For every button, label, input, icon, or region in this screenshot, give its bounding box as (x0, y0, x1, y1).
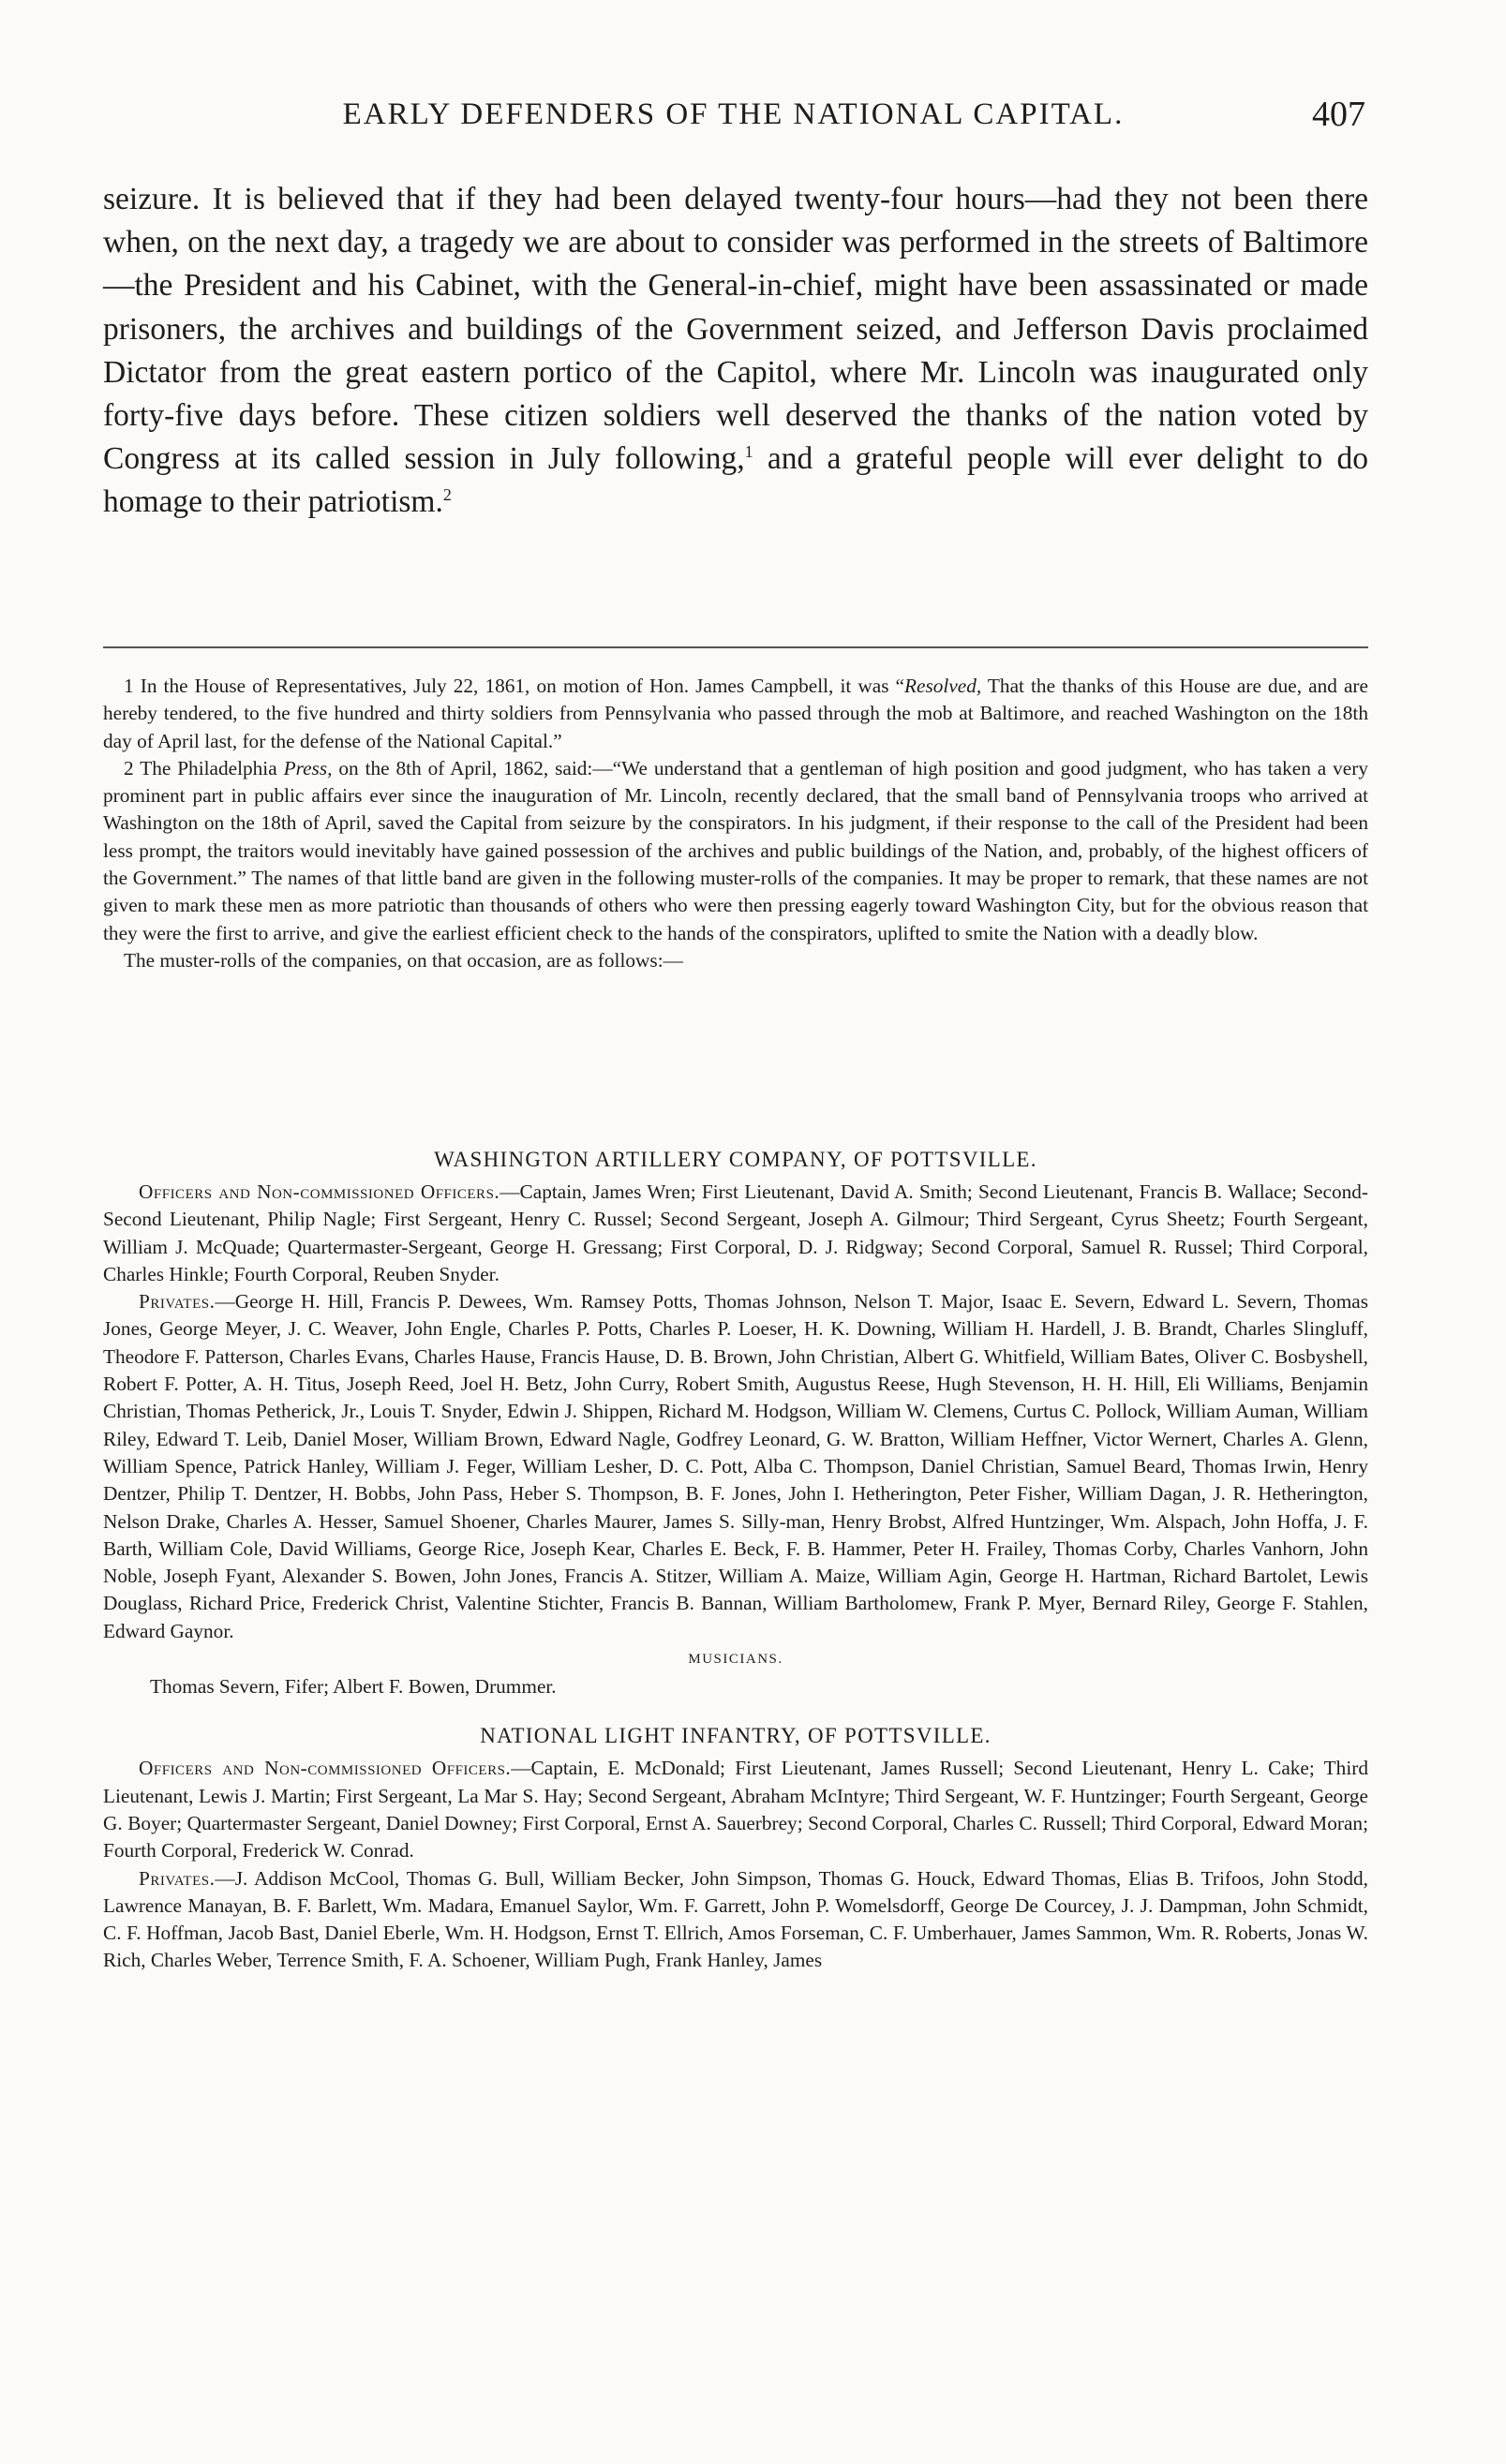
national-officers-label: Officers and Non-commissioned Officers. (139, 1757, 512, 1780)
company-heading-national: NATIONAL LIGHT INFANTRY, OF POTTSVILLE. (480, 1724, 992, 1748)
washington-officers (103, 1179, 1368, 1288)
page-number: 407 (1312, 95, 1365, 134)
washington-officers-list: —Captain, James Wren; First Lieutenant, David A. Smith; Second Lieutenant, Francis B. Wallace; Second-Second Lieutenant, Philip Nagle; First Sergeant, Henry C. Russel; Second Sergeant, Joseph A. Gilmour; Third Sergeant, Cyrus Sheetz; Fourth Sergeant, William J. McQuade; Quartermaster-Sergeant, George H. Gressang; First Corporal, D. J. Ridgway; Second Corporal, Samuel R. Russel; Third Corporal, Charles Hinkle; Fourth Corporal, Reuben Snyder. (103, 1180, 1368, 1285)
footnote-2-text-b: on the 8th of April, 1862, said:—“We understand that a gentleman of high position and good judgment, who has taken a very prominent part in public affairs ever since the inauguration of Mr. Lincoln, recently declared, that the small band of Pennsylvania troops who arrived at Washington on the 18th of April, saved the Capital from seizure by the conspirators. In his judgment, if their response to the call of the President had been less prompt, the traitors would inevitably have gained possession of the archives and public buildings of the Nation, and, probably, of the highest officers of the Government.” The names of that little band are given in the following muster-rolls of the companies. It may be proper to remark, that these names are not given to mark these men as more patriotic than thousands of others who were then pressing eagerly toward Washington City, but for the obvious reason that they were the first to arrive, and give the earliest efficient check to the hands of the conspirators, uplifted to smite the Nation with a deadly blow. (103, 756, 1368, 944)
washington-privates-list: —George H. Hill, Francis P. Dewees, Wm. Ramsey Potts, Thomas Johnson, Nelson T. Major, Isaac E. Severn, Edward L. Severn, Thomas Jones, George Meyer, J. C. Weaver, John Engle, Charles P. Potts, Charles P. Loeser, H. K. Downing, William H. Hardell, J. B. Brandt, Charles Slingluff, Theodore F. Patterson, Charles Evans, Charles Hause, Francis Hause, D. B. Brown, John Christian, Albert G. Whitfield, William Bates, Oliver C. Bosbyshell, Robert F. Potter, A. H. Titus, Joseph Reed, Joel H. Betz, John Curry, Robert Smith, Augustus Reese, Hugh Stevenson, H. H. Hill, Eli Williams, Benjamin Christian, Thomas Petherick, Jr., Louis T. Snyder, Edwin J. Shippen, Richard M. Hodgson, William W. Clemens, Curtus C. Pollock, William Auman, William Riley, Edward T. Leib, Daniel Moser, William Brown, Edward Nagle, Godfrey Leonard, G. W. Bratton, William Heffner, Victor Wernert, Charles A. Glenn, William Spence, Patrick Hanley, William J. Feger, William Lesher, D. C. Pott, Alba C. Thompson, Daniel Christian, Samuel Beard, Thomas Irwin, Henry Dentzer, Philip T. Dentzer, H. Bobbs, John Pass, Heber S. Thompson, B. F. Jones, John I. Hetherington, Peter Fisher, William Dagan, J. R. Hetherington, Nelson Drake, Charles A. Hesser, Samuel Shoener, Charles Maurer, James S. Silly-man, Henry Brobst, Alfred Huntzinger, Wm. Alspach, John Hoffa, J. F. Barth, William Cole, David Williams, George Rice, Joseph Kear, Charles E. Beck, F. B. Hammer, Peter H. Frailey, Thomas Corby, Charles Vanhorn, John Noble, Joseph Fyant, Alexander S. Bowen, John Jones, Francis A. Stitzer, William A. Maize, William Agin, George H. Hartman, Richard Bartolet, Lewis Douglass, Richard Price, Frederick Christ, Valentine Stichter, Francis B. Bannan, William Bartholomew, Frank P. Myer, Bernard Riley, George F. Stahlen, Edward Gaynor. (103, 1290, 1368, 1642)
company-heading-washington: WASHINGTON ARTILLERY COMPANY, OF POTTSVILLE. (434, 1148, 1037, 1171)
body-text-part-2: and a grateful people will ever delight to do homage to their patriotism. (103, 441, 1368, 520)
washington-officers-label: Officers and Non-commissioned Officers. (139, 1180, 500, 1203)
footnote-2 (103, 755, 1368, 947)
washington-privates-label: Privates. (139, 1290, 216, 1314)
footnote-2-italic: Press, (283, 756, 333, 779)
running-header (101, 94, 1365, 137)
muster-rolls (103, 1141, 1368, 1975)
footnote-1-text-b: That the thanks of this House are due, and are hereby tendered, to the five hundred and thirty soldiers from Pennsylvania who passed through the mob at Baltimore, and reached Washington on the 18th day of April last, for the defense of the National Capital.” (103, 675, 1368, 752)
national-officers (103, 1755, 1368, 1864)
footnotes (103, 673, 1368, 974)
footnote-1-text-a: In the House of Representatives, July 22, 1861, on motion of Hon. James Campbell, it was “ (140, 675, 905, 697)
section-spacer (103, 1700, 1368, 1717)
national-privates (103, 1865, 1368, 1975)
muster-intro: The muster-rolls of the companies, on that occasion, are as follows:— (124, 948, 683, 972)
musicians-heading: MUSICIANS. (688, 1652, 783, 1668)
footnote-ref-1[interactable]: 1 (744, 442, 753, 462)
footnote-1-italic: Resolved, (904, 675, 982, 697)
footnote-1-marker: 1 (124, 675, 134, 697)
national-officers-list: —Captain, E. McDonald; First Lieutenant, James Russell; Second Lieutenant, Henry L. Cake; Third Lieutenant, Lewis J. Martin; First Sergeant, La Mar S. Hay; Second Sergeant, Abraham McIntyre; Third Sergeant, W. F. Huntzinger; Fourth Sergeant, George G. Boyer; Quartermaster Sergeant, Daniel Downey; First Corporal, Ernst A. Sauerbrey; Second Corporal, Charles C. Russell; Third Corporal, Edward Moran; Fourth Corporal, Frederick W. Conrad. (103, 1757, 1368, 1863)
body-text-part-1: seizure. It is believed that if they had been delayed twenty-four hours—had they not been there when, on the next day, a tragedy we are about to consider was performed in the streets of Baltimore—the President and his Cabinet, with the General-in-chief, might have been assassinated or made prisoners, the archives and buildings of the Government seized, and Jefferson Davis proclaimed Dictator from the great eastern portico of the Capitol, where Mr. Lincoln was inaugurated only forty-five days before. These citizen soldiers well deserved the thanks of the nation voted by Congress at its called session in July following, (103, 182, 1368, 477)
footnote-ref-2[interactable]: 2 (442, 485, 452, 505)
footnote-1 (103, 673, 1368, 755)
washington-privates (103, 1288, 1368, 1645)
running-title: EARLY DEFENDERS OF THE NATIONAL CAPITAL. (342, 97, 1125, 131)
national-privates-label: Privates. (139, 1866, 216, 1890)
footnote-divider (103, 646, 1368, 648)
footnote-2-text-a: The Philadelphia (140, 756, 284, 779)
body-paragraph (103, 178, 1368, 525)
footnote-2-marker: 2 (124, 756, 134, 779)
national-privates-list: —J. Addison McCool, Thomas G. Bull, William Becker, John Simpson, Thomas G. Houck, Edward Thomas, Elias B. Trifoos, John Stodd, Lawrence Manayan, B. F. Barlett, Wm. Madara, Emanuel Saylor, Wm. F. Garrett, John P. Womelsdorff, George De Courcey, J. J. Dampman, John Schmidt, C. F. Hoffman, Jacob Bast, Daniel Eberle, Wm. H. Hodgson, Ernst T. Ellrich, Amos Forseman, C. F. Umberhauer, James Sammon, Wm. R. Roberts, Jonas W. Rich, Charles Weber, Terrence Smith, F. A. Schoener, William Pugh, Frank Hanley, James (103, 1866, 1368, 1972)
musicians-list: Thomas Severn, Fifer; Albert F. Bowen, Drummer. (150, 1675, 557, 1699)
